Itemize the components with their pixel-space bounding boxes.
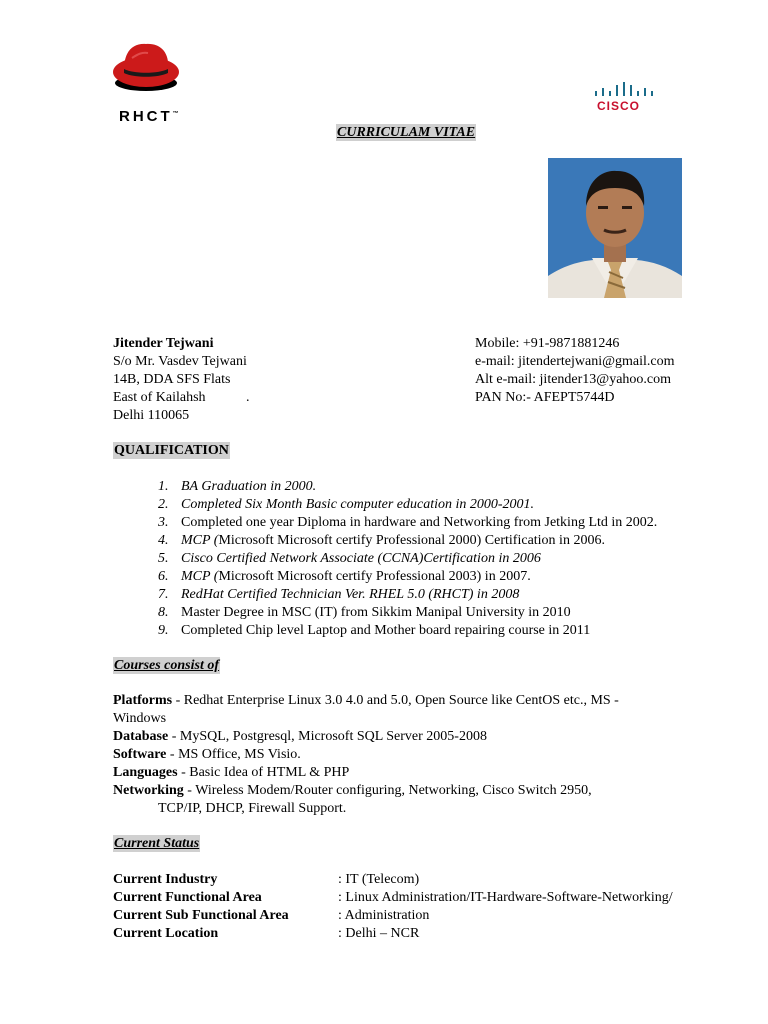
candidate-name: Jitender Tejwani — [113, 336, 214, 351]
qualification-number: 9. — [158, 623, 169, 638]
qualification-number: 1. — [158, 479, 169, 494]
qualification-item: Cisco Certified Network Associate (CCNA)Certification in 2006 — [181, 551, 541, 566]
course-line: Languages - Basic Idea of HTML & PHP — [113, 765, 350, 780]
qualification-item: BA Graduation in 2000. — [181, 479, 317, 494]
qualification-item: MCP (Microsoft Microsoft certify Professional 2000) Certification in 2006. — [181, 533, 605, 548]
status-value: : Administration — [338, 908, 430, 923]
page-title: CURRICULAM VITAE — [337, 125, 476, 140]
address-line-1: 14B, DDA SFS Flats — [113, 372, 231, 387]
qualification-number: 4. — [158, 533, 169, 548]
qualification-number: 7. — [158, 587, 169, 602]
qualification-number: 2. — [158, 497, 169, 512]
course-label: Networking — [113, 783, 184, 798]
status-heading: Current Status — [114, 836, 200, 851]
qualification-number: 3. — [158, 515, 169, 530]
course-line: Platforms - Redhat Enterprise Linux 3.0 4.0 and 5.0, Open Source like CentOS etc., MS - — [113, 693, 619, 708]
qualification-item: RedHat Certified Technician Ver. RHEL 5.0 (RHCT) in 2008 — [181, 587, 520, 602]
qualification-number: 5. — [158, 551, 169, 566]
qualification-item: Completed one year Diploma in hardware and Networking from Jetking Ltd in 2002. — [181, 515, 658, 530]
status-value: : IT (Telecom) — [338, 872, 420, 887]
status-value: : Linux Administration/IT-Hardware-Software-Networking/ — [338, 890, 673, 905]
course-line: Windows — [113, 711, 167, 726]
qualification-item: Completed Chip level Laptop and Mother board repairing course in 2011 — [181, 623, 591, 638]
course-label: Database — [113, 729, 169, 744]
alt-email: Alt e-mail: jitender13@yahoo.com — [475, 372, 672, 387]
stray-dot: . — [246, 390, 250, 405]
course-label: Software — [113, 747, 167, 762]
mobile: Mobile: +91-9871881246 — [475, 336, 620, 351]
status-label: Current Industry — [113, 872, 218, 887]
course-line: Networking - Wireless Modem/Router configuring, Networking, Cisco Switch 2950, — [113, 783, 592, 798]
svg-text:CISCO: CISCO — [597, 99, 641, 112]
address-line-3: Delhi 110065 — [113, 408, 190, 423]
qualification-heading: QUALIFICATION — [114, 443, 229, 458]
cisco-logo — [594, 82, 658, 112]
status-label: Current Location — [113, 926, 219, 941]
pan-number: PAN No:- AFEPT5744D — [475, 390, 615, 405]
courses-heading: Courses consist of — [114, 658, 220, 673]
email: e-mail: jitendertejwani@gmail.com — [475, 354, 675, 369]
address-line-2: East of Kailahsh — [113, 390, 206, 405]
qualification-number: 6. — [158, 569, 169, 584]
qualification-item: MCP (Microsoft Microsoft certify Professional 2003) in 2007. — [181, 569, 531, 584]
course-label: Languages — [113, 765, 178, 780]
course-line: Database - MySQL, Postgresql, Microsoft SQL Server 2005-2008 — [113, 729, 487, 744]
status-label: Current Sub Functional Area — [113, 908, 289, 923]
qualification-number: 8. — [158, 605, 169, 620]
father-name: S/o Mr. Vasdev Tejwani — [113, 354, 247, 369]
profile-photo — [548, 158, 682, 298]
qualification-item: Completed Six Month Basic computer education in 2000-2001. — [181, 497, 535, 512]
course-line: TCP/IP, DHCP, Firewall Support. — [158, 801, 347, 816]
qualification-item: Master Degree in MSC (IT) from Sikkim Manipal University in 2010 — [181, 605, 571, 620]
status-label: Current Functional Area — [113, 890, 262, 905]
status-value: : Delhi – NCR — [338, 926, 420, 941]
course-label: Platforms — [113, 693, 173, 708]
course-line: Software - MS Office, MS Visio. — [113, 747, 301, 762]
rhct-logo-text: RHCT™ — [119, 108, 179, 125]
